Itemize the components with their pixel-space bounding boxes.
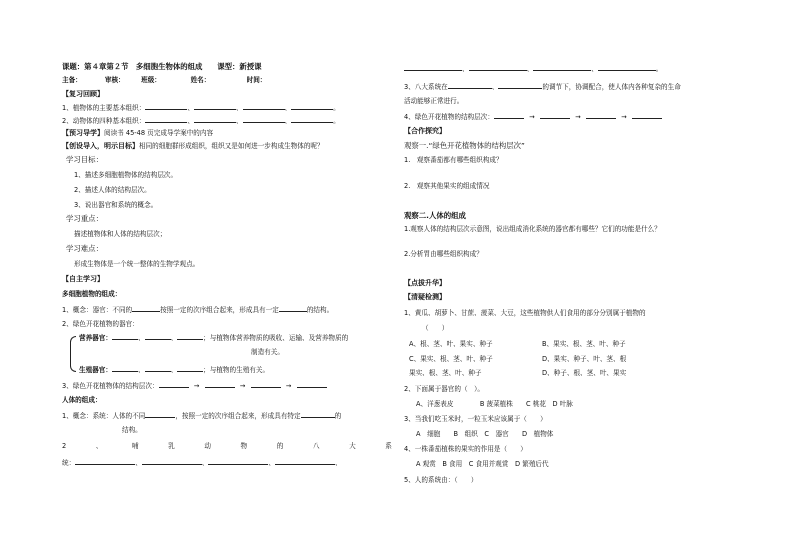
human-q1-cont: 结构。 xyxy=(122,426,142,434)
observation-2-q2: 2.分析胃由哪些组织构成？ xyxy=(404,250,483,258)
meta-line: 主备： 审核： 班级： 姓名： 时间： xyxy=(62,76,267,84)
arrow-right-icon: → xyxy=(239,382,246,390)
plant-q3: 3、绿色开花植物体的结构层次： → → → xyxy=(62,381,327,390)
nutrition-organs-cont: 制造有关。 xyxy=(251,348,284,356)
cooperation-header: 【合作探究】 xyxy=(404,127,446,135)
plant-q2: 2、绿色开花植物的器官： xyxy=(62,320,139,328)
option-a: A、根、茎、叶、果实、种子 xyxy=(409,340,493,348)
answer-blank[interactable] xyxy=(194,103,236,110)
check-q2: 2、下面属于器官的（ ）。 xyxy=(404,385,485,393)
answer-blank[interactable] xyxy=(145,411,175,418)
arrow-right-icon: → xyxy=(193,382,200,390)
right-q3-cont: 活动能够正常进行。 xyxy=(404,97,464,105)
human-q2-cont: 统： 、 、 、 、 xyxy=(62,459,342,467)
review-header: 【复习回顾】 xyxy=(62,90,104,98)
check-q3-options: A 细胞 B 组织 C 器官 D 植物体 xyxy=(416,430,554,438)
right-q3: 3、八大系统在 、 的调节下，协调配合，使人体内各种复杂的生命 xyxy=(404,83,681,91)
upgrade-header: 【点拔升华】 xyxy=(404,279,446,287)
difficulty-text: 形成生物体是一个统一整体的生物学观点。 xyxy=(74,260,200,268)
observation-2-q1: 1.观察人体的结构层次示意图，说出组成消化系统的器官都有哪些？它们的功能是什么？ xyxy=(404,225,661,233)
difficulty-title: 学习难点： xyxy=(66,244,103,253)
lesson-title: 课题：第４章第２节 多细胞生物体的组成 课型：新授课 xyxy=(62,62,262,71)
answer-blank[interactable] xyxy=(291,103,333,110)
answer-blank[interactable] xyxy=(145,116,187,123)
human-title: 人体的组成： xyxy=(62,396,102,404)
answer-blank[interactable] xyxy=(586,112,616,119)
plant-q1: 1、概念：器官：不同的 按照一定的次序组合起来，形成具有一定 的结构。 xyxy=(62,306,334,314)
arrow-right-icon: → xyxy=(575,113,581,121)
check-q4: 4、一株番茄植株的果实的作用是（ ） xyxy=(404,445,527,453)
observation-1-q2: 2. 观察其他果实的组成情况 xyxy=(404,182,490,190)
answer-blank[interactable] xyxy=(205,381,235,388)
preview-line: 【预习导学】阅读书 45-48 页完成导学案中的内容 xyxy=(62,129,214,137)
answer-blank[interactable] xyxy=(132,305,160,312)
answer-blank[interactable] xyxy=(448,82,492,89)
systems-blanks: 、 、 、 。 xyxy=(404,64,662,73)
answer-blank[interactable] xyxy=(112,365,138,372)
option-e: 果实、根、茎、叶、种子 xyxy=(409,369,482,377)
check-q2-options: A、洋葱表皮 B 菠菜植株 C 桃花 D 叶脉 xyxy=(416,400,573,408)
answer-blank[interactable] xyxy=(598,64,656,71)
option-f: D、种子、根、茎、叶、果实 xyxy=(542,369,627,377)
intro-line: 【创设导入，明示目标】相同的细胞群形成组织，组织又是如何进一步构成生物体的呢？ xyxy=(62,142,324,150)
answer-blank[interactable] xyxy=(75,458,135,465)
answer-blank[interactable] xyxy=(498,82,542,89)
nutrition-organs: 营养器官： 、 、 ；与植物体营养物质的吸收、运输、及营养物质的 xyxy=(79,334,349,342)
goal-2: 2、描述人体的结构层次。 xyxy=(74,186,151,194)
check-q5: 5、人的系统由：（ ） xyxy=(404,476,478,484)
observation-2-title: 观察二.人体的组成 xyxy=(404,211,466,220)
arrow-right-icon: → xyxy=(285,382,292,390)
answer-blank[interactable] xyxy=(112,333,138,340)
answer-blank[interactable] xyxy=(632,112,662,119)
right-q4: 4、绿色开花植物的结构层次： → → → xyxy=(404,112,662,121)
answer-blank[interactable] xyxy=(142,458,202,465)
check-q4-options: A 观赏 B 食用 C 食用并观赏 D 繁殖后代 xyxy=(416,460,549,468)
answer-blank[interactable] xyxy=(533,64,591,71)
plant-title: 多细胞植物的组成： xyxy=(62,290,122,298)
check-q1-paren: （ ） xyxy=(422,324,449,332)
observation-1-q1: 1. 观察番茄都有哪些组织构成？ xyxy=(404,156,503,164)
answer-blank[interactable] xyxy=(494,112,524,119)
option-c: C、果实、根、茎、叶、种子 xyxy=(409,355,493,363)
answer-blank[interactable] xyxy=(243,103,285,110)
goals-title: 学习目标： xyxy=(66,155,103,164)
observation-1-title: 观察一.“绿色开花植物体的结构层次” xyxy=(404,141,525,150)
brace-bracket xyxy=(70,336,76,372)
answer-blank[interactable] xyxy=(469,64,527,71)
review-q2: 2、动物体的四种基本组织： 、 、 、 。 xyxy=(62,117,340,125)
key-title: 学习重点： xyxy=(66,214,103,223)
answer-blank[interactable] xyxy=(251,381,281,388)
option-b: B、果实、根、茎、叶、种子 xyxy=(542,340,626,348)
answer-blank[interactable] xyxy=(145,333,171,340)
answer-blank[interactable] xyxy=(159,381,189,388)
answer-blank[interactable] xyxy=(194,116,236,123)
arrow-right-icon: → xyxy=(529,113,535,121)
goal-1: 1、描述多细胞植物体的结构层次。 xyxy=(74,171,178,179)
option-d: D、果实、种子、叶、茎、根 xyxy=(542,355,627,363)
goal-3: 3、说出器官和系统的概念。 xyxy=(74,201,158,209)
check-header: 【清疑检测】 xyxy=(404,293,446,301)
human-q2: 2 、 哺 乳 动 物 的 八 大 系 xyxy=(62,442,392,450)
key-text: 描述植物体和人体的结构层次； xyxy=(74,230,167,238)
answer-blank[interactable] xyxy=(177,333,203,340)
human-q1: 1、概念：系统：人体的不同 ，按照一定的次序组合起来，形成具有特定 的 xyxy=(62,412,342,420)
answer-blank[interactable] xyxy=(177,365,203,372)
review-q1: 1、植物体的主要基本组织： 、 、 、 。 xyxy=(62,104,340,112)
answer-blank[interactable] xyxy=(145,103,187,110)
check-q1: 1、黄瓜、胡萝卜、甘蔗、菠菜、大豆，这些植物供人们食用的部分分别属于植物的 xyxy=(404,309,646,317)
arrow-right-icon: → xyxy=(621,113,627,121)
answer-blank[interactable] xyxy=(301,411,335,418)
answer-blank[interactable] xyxy=(297,381,327,388)
answer-blank[interactable] xyxy=(275,458,335,465)
check-q3: 3、当我们吃玉米时，一粒玉米应该属于（ ） xyxy=(404,415,547,423)
answer-blank[interactable] xyxy=(404,64,462,71)
answer-blank[interactable] xyxy=(243,116,285,123)
answer-blank[interactable] xyxy=(145,365,171,372)
self-study-header: 【自主学习】 xyxy=(62,275,104,283)
reproductive-organs: 生殖器官： 、 、 ；与植物的生殖有关。 xyxy=(79,366,270,374)
answer-blank[interactable] xyxy=(540,112,570,119)
answer-blank[interactable] xyxy=(291,116,333,123)
answer-blank[interactable] xyxy=(279,305,307,312)
answer-blank[interactable] xyxy=(208,458,268,465)
